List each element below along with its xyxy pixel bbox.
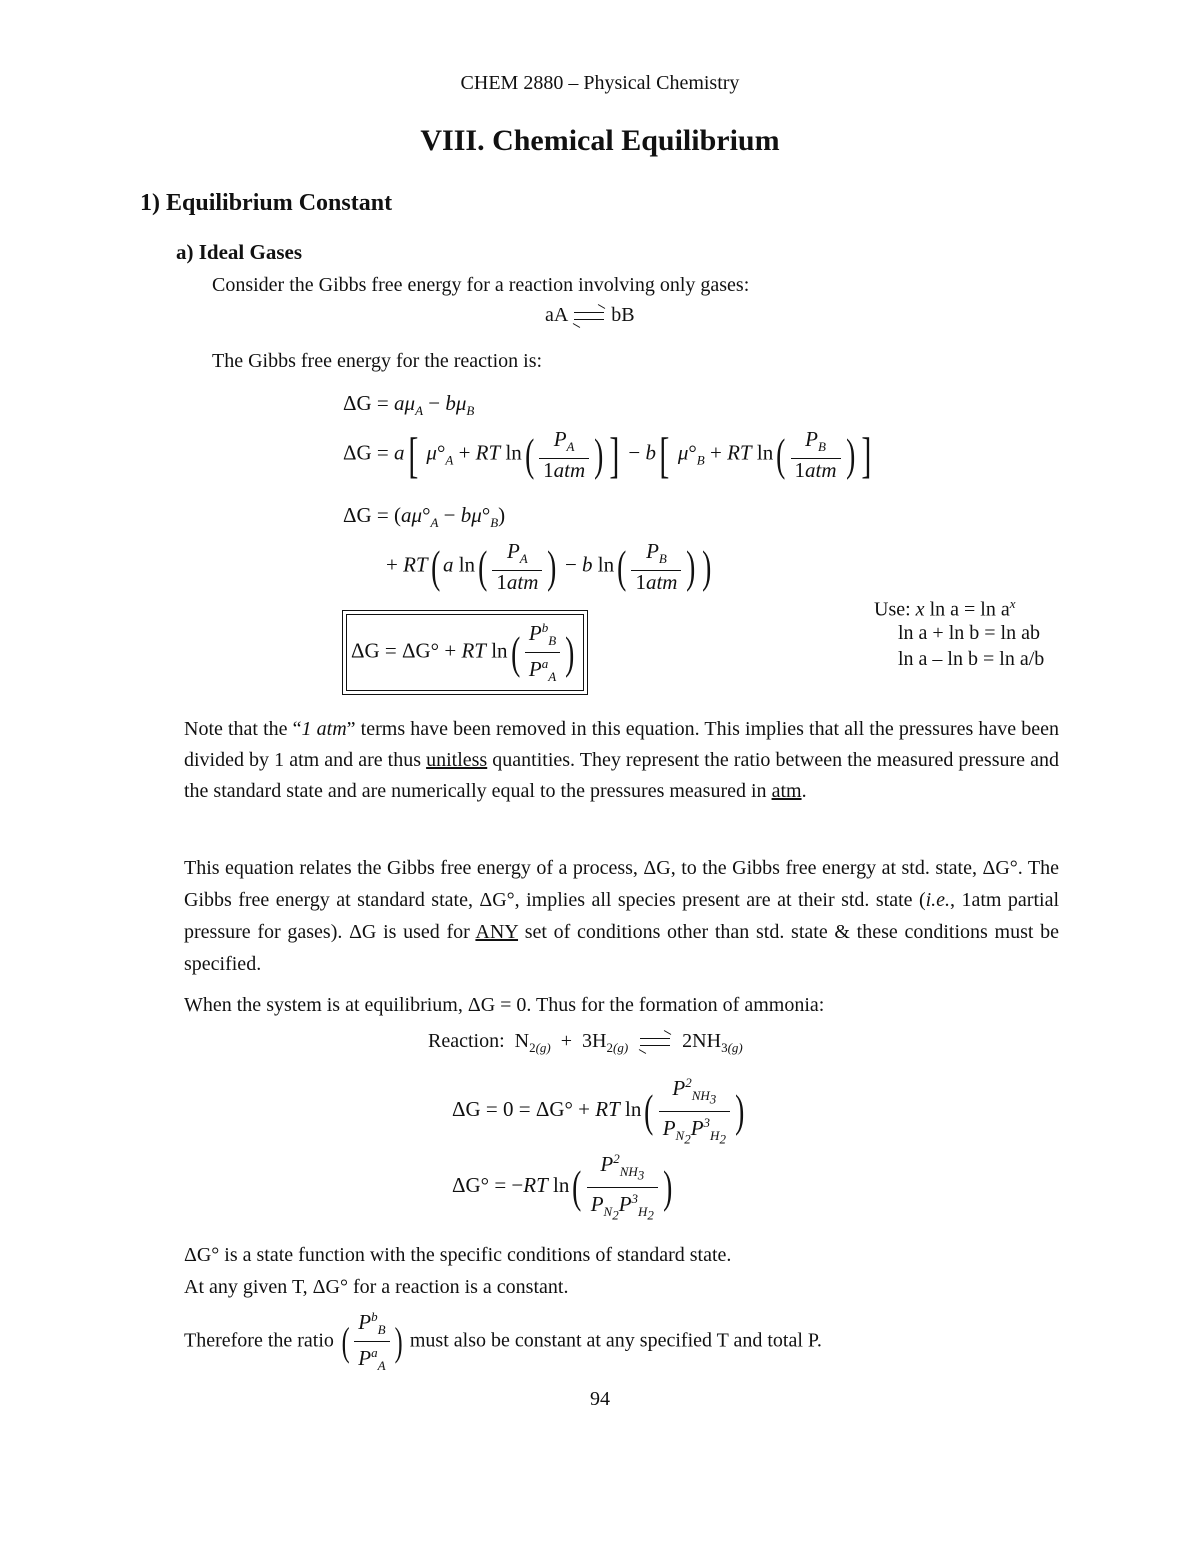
section-heading: 1) Equilibrium Constant [140, 190, 393, 216]
log-rule-2: ln a + ln b = ln ab [898, 622, 1040, 644]
equation-dg-mu: $\Delta G = a\mu_A - b\mu_B$ [343, 391, 475, 419]
page-number: 94 [590, 1388, 610, 1410]
note-paragraph: Note that the “1 atm” terms have been removed in this equation. This implies that all the pressures have been divided by 1 atm and are thus unitless quantities. They represent the ratio between the measured pressure and the standard state and are numerically equal to the pressures measured in atm. [184, 718, 1059, 802]
ammonia-reaction: Reaction: $N_{2(g)} + 3H_{2(g)}$ $2NH_{3(g)}$ [428, 1030, 743, 1055]
equilibrium-arrow-icon [638, 1036, 672, 1048]
constant-text: At any given T, ΔG° for a reaction is a constant. [184, 1276, 569, 1298]
equilibrium-arrow-icon [572, 310, 606, 322]
page-header: CHEM 2880 – Physical Chemistry [460, 72, 740, 94]
ammonia-dg-equation: ΔG = 0 = ΔG° + RT ln( $\frac{P^2_{NH_3}}{P_{N_2}P^3_{H_2}}$ ) [452, 1072, 747, 1151]
equation-dg-grouped: $\Delta G = (a\mu^\circ_A - b\mu^\circ_B)$ [343, 503, 506, 531]
gibbs-intro-text: The Gibbs free energy for the reaction is: [212, 350, 543, 372]
equilibrium-text: When the system is at equilibrium, ΔG = 0. Thus for the formation of ammonia: [184, 994, 825, 1016]
std-state-paragraph: This equation relates the Gibbs free energy of a process, ΔG, to the Gibbs free energy at std. state, ΔG°. The Gibbs free energy at standard state, ΔG°, implies all species present are at their std. state (i.e., 1atm partial pressure for gases). ΔG is used for ANY set of conditions other than std. state & these conditions must be specified. [184, 857, 1059, 975]
equation-dg-rt-term: + RT( a ln( $\frac{P_A}{\text{1atm}}$ ) − b ln( $\frac{P_B}{\text{1atm}}$ ) ) [386, 539, 712, 595]
log-rule-3: ln a – ln b = ln a/b [898, 648, 1045, 670]
product: bB [611, 304, 635, 326]
reactant: aA [545, 304, 568, 326]
intro-text: Consider the Gibbs free energy for a reaction involving only gases: [212, 274, 750, 296]
ammonia-dg-standard-equation: ΔG° = −RT ln( $\frac{P^2_{NH_3}}{P_{N_2}P^3_{H_2}}$ ) [452, 1148, 675, 1227]
subsection-heading: a) Ideal Gases [176, 240, 302, 264]
equation-dg-expanded: ΔG = a[ $\mu^\circ_A$ + RT ln( $\frac{P_A}{\text{1atm}}$ ) ] − b[ $\mu^\circ_B$ + RT ln( $\frac{P_B}{\text{1atm}}$ ) ] [343, 426, 872, 483]
boxed-result-equation: ΔG = ΔG° + RT ln( $\frac{P^b_B}{P^a_A}$ ) [346, 614, 584, 691]
simple-reaction [545, 304, 635, 327]
page-title: VIII. Chemical Equilibrium [420, 124, 780, 157]
log-rule-1: Use: x $\ln a = \ln a^x$ [874, 596, 1016, 621]
state-function-text: ΔG° is a state function with the specific conditions of standard state. [184, 1244, 732, 1266]
therefore-text: Therefore the ratio ( $\frac{P^b_B}{P^a_A}$ ) must also be constant at any specified T and total P. [184, 1306, 822, 1377]
